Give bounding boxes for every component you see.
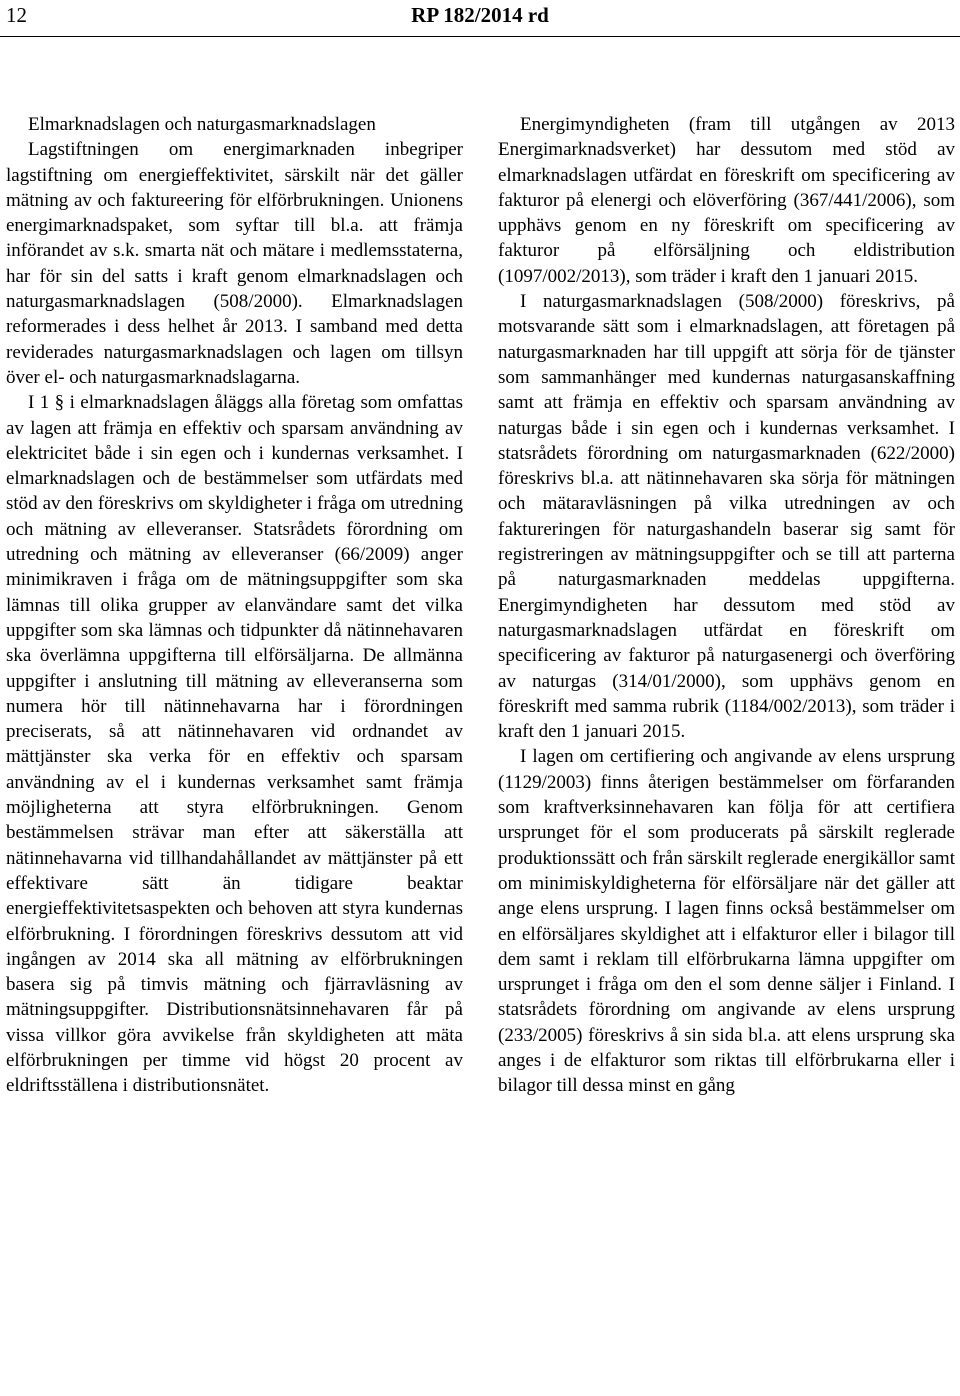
page-number: 12	[6, 3, 27, 27]
left-column	[6, 112, 463, 1099]
paragraph: I lagen om certifiering och angivande av elens ursprung (1129/2003) finns återigen bestämmelser om förfaranden som kraftverksinnehavaren kan följa för att certifiera ursprunget för el som producerats på särskilt reglerade produktionssätt och från särskilt reglerade energikällor samt om minimiskyldigheterna för elförsäljare när det gäller att ange elens ursprung. I lagen finns också bestämmelser om en elförsäljares skyldighet att i elfakturor eller i bilagor till dem samt i reklam till elförbrukarna lämna uppgifter om ursprunget i fråga om den el som denne säljer i Finland. I statsrådets förordning om angivande av elens ursprung (233/2005) föreskrivs å sin sida bl.a. att elens ursprung ska anges i de elfakturor som riktas till elförbrukarna eller i bilagor till dessa minst en gång	[498, 746, 955, 1097]
paragraph: Lagstiftningen om energimarknaden inbegriper lagstiftning om energieffektivitet, särskilt när det gäller mätning av och faktureering för elförbrukningen. Unionens energimarknadspaket, som syftar till bl.a. att främja införandet av s.k. smarta nät och mätare i medlemsstaterna, har för sin del satts i kraft genom elmarknadslagen och naturgasmarknadslagen (508/2000). Elmarknadslagen reformerades i dess helhet år 2013. I samband med detta reviderades naturgasmarknadslagen och lagen om tillsyn över el- och naturgasmarknadslagarna.	[6, 139, 463, 388]
header-rule	[0, 36, 960, 37]
section-heading: Elmarknadslagen och naturgasmarknadslagen	[28, 114, 376, 135]
right-column	[498, 112, 955, 1099]
paragraph: I 1 § i elmarknadslagen åläggs alla företag som omfattas av lagen att främja en effektiv och sparsam användning av elektricitet både i sin egen och i kundernas verksamhet. I elmarknadslagen och de bestämmelser som utfärdats med stöd av den föreskrivs om skyldigheter i fråga om utredning och mätning av elleveranser. Statsrådets förordning om utredning och mätning av elleveranser (66/2009) anger minimikraven i fråga om de mätningsuppgifter som ska lämnas till olika grupper av elanvändare samt det vilka uppgifter som ska lämnas och tidpunkter då nätinnehavaren ska överlämna uppgifterna till elförsäljarna. De allmänna uppgifter i anslutning till mätning av elleveranserna som numera hör till nätinnehavarna har i förordningen preciserats, så att nätinnehavaren vid ordnandet av mättjänster ska verka för en effektiv och sparsam användning av el i kundernas verksamhet samt främja möjligheterna att styra elförbrukningen. Genom bestämmelsen strävar man efter att säkerställa att nätinnehavarna vid tillhandahållandet av mättjänster på ett effektivare sätt än tidigare beaktar energieffektivitetsaspekten och behoven att styra kundernas elförbrukning. I förordningen föreskrivs dessutom att vid ingången av 2014 ska all mätning av elförbrukningen basera sig på timvis mätning och fjärravläsning av mätningsuppgifter. Distributionsnätsinnehavaren får på vissa villkor göra avvikelse från skyldigheten att mäta elförbrukningen per timme vid högst 20 procent av eldriftsställena i distributionsnätet.	[6, 392, 463, 1097]
paragraph: Energimyndigheten (fram till utgången av 2013 Energimarknadsverket) har dessutom med stöd av elmarknadslagen utfärdat en föreskrift om specificering av fakturor på elenergi och elöverföring (367/441/2006), som upphävs genom en ny föreskrift om specificering av fakturor på elförsäljning och eldistribution (1097/002/2013), som träder i kraft den 1 januari 2015.	[498, 114, 955, 287]
document-reference: RP 182/2014 rd	[411, 3, 549, 27]
paragraph: I naturgasmarknadslagen (508/2000) föreskrivs, på motsvarande sätt som i elmarknadslagen, att företagen på naturgasmarknaden har till uppgift att sörja för de tjänster som sammanhänger med kundernas naturgasanskaffning samt att främja en effektiv och sparsam användning av naturgas både i sin egen och i kundernas verksamhet. I statsrådets förordning om naturgasmarknaden (622/2000) föreskrivs bl.a. att nätinnehavaren ska sörja för mätningen och mätaravläsningen på vilka utredningen av och faktureringen för naturgashandeln baserar sig samt för registreringen av mätningsuppgifter och se till att parterna på naturgasmarknaden meddelas uppgifterna. Energimyndigheten har dessutom med stöd av naturgasmarknadslagen utfärdat en föreskrift om specificering av fakturor på naturgasenergi och överföring av naturgas (314/01/2000), som upphävs genom en föreskrift med samma rubrik (1184/002/2013), som träder i kraft den 1 januari 2015.	[498, 291, 955, 743]
